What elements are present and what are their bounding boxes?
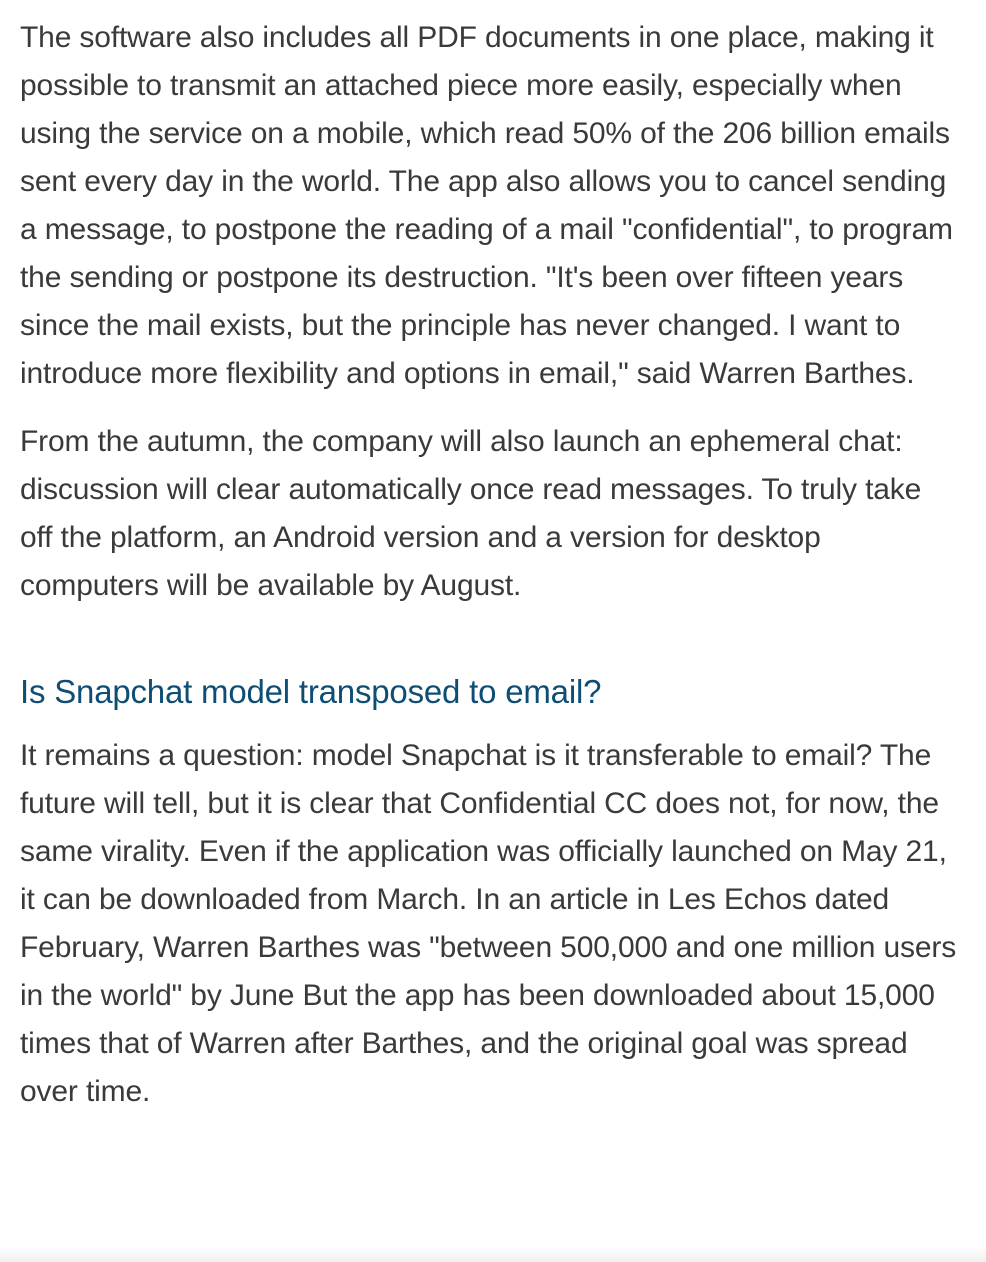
article-body xyxy=(20,14,960,1116)
section-heading: Is Snapchat model transposed to email? xyxy=(20,673,602,710)
paragraph-snapchat-model: It remains a question: model Snapchat is it transferable to email? The future will tell, but it is clear that Confidential CC does not, for now, the same virality. Even if the application was officially launched on May 21, it can be downloaded from March. In an article in Les Echos dated February, Warren Barthes was "between 500,000 and one million users in the world" by June But the app has been downloaded about 15,000 times that of Warren after Barthes, and the original goal was spread over time. xyxy=(20,739,957,1108)
paragraph-ephemeral-chat: From the autumn, the company will also launch an ephemeral chat: discussion will clear automatically once read messages. To truly take off the platform, an Android version and a version for desktop computers will be available by August. xyxy=(20,425,922,602)
paragraph-pdf-documents: The software also includes all PDF documents in one place, making it possible to transmit an attached piece more easily, especially when using the service on a mobile, which read 50% of the 206 billion emails sent every day in the world. The app also allows you to cancel sending a message, to postpone the reading of a mail "confidential", to program the sending or postpone its destruction. "It's been over fifteen years since the mail exists, but the principle has never changed. I want to introduce more flexibility and options in email," said Warren Barthes. xyxy=(20,21,953,390)
bottom-fade xyxy=(0,1246,986,1262)
